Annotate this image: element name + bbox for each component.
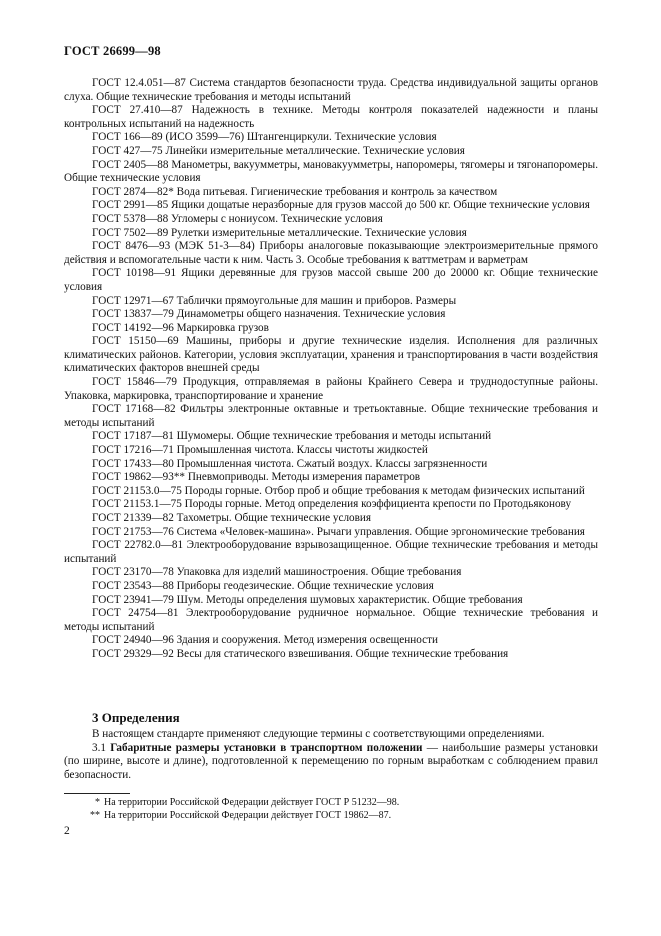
reference-item: ГОСТ 27.410—87 Надежность в технике. Методы контроля показателей надежности и планы контрольных испытаний на надежность bbox=[64, 104, 598, 130]
section-title: 3 Определения bbox=[92, 710, 180, 725]
reference-item: ГОСТ 14192—96 Маркировка грузов bbox=[92, 321, 269, 334]
reference-item: ГОСТ 17187—81 Шумомеры. Общие технические требования и методы испытаний bbox=[92, 430, 492, 443]
reference-item: ГОСТ 21753—76 Система «Человек-машина». Рычаги управления. Общие эргономические требования bbox=[92, 525, 585, 538]
footnote-text: На территории Российской Федерации действует ГОСТ Р 51232—98. bbox=[104, 797, 400, 808]
reference-item: ГОСТ 2991—85 Ящики дощатые неразборные для грузов массой до 500 кг. Общие технические условия bbox=[92, 199, 590, 212]
reference-item: ГОСТ 2405—88 Манометры, вакуумметры, мановакуумметры, напоромеры, тягомеры и тягонапоромеры. Общие технические условия bbox=[64, 158, 598, 185]
reference-item: ГОСТ 21153.1—75 Породы горные. Метод определения коэффициента крепости по Протодьяконову bbox=[92, 498, 572, 511]
reference-item: ГОСТ 13837—79 Динамометры общего назначения. Технические условия bbox=[92, 308, 446, 321]
reference-item: ГОСТ 29329—92 Весы для статического взвешивания. Общие технические требования bbox=[92, 647, 509, 660]
footnote-text: На территории Российской Федерации действует ГОСТ 19862—87. bbox=[104, 809, 392, 821]
reference-item: ГОСТ 23170—78 Упаковка для изделий машиностроения. Общие требования bbox=[92, 566, 462, 579]
footnote-divider bbox=[64, 793, 130, 794]
reference-item: ГОСТ 15846—79 Продукция, отправляемая в районы Крайнего Севера и труднодоступные районы. Упаковка, маркировка, транспортирование и хранение bbox=[64, 376, 598, 402]
reference-item: ГОСТ 23941—79 Шум. Методы определения шумовых характеристик. Общие требования bbox=[92, 593, 523, 606]
definitions-section bbox=[64, 708, 598, 782]
reference-item: ГОСТ 8476—93 (МЭК 51-3—84) Приборы аналоговые показывающие электроизмерительные прямого действия и вспомогательные части к ним. Часть 3. Особые требования к ваттметрам и варметрам bbox=[64, 240, 598, 266]
reference-item: ГОСТ 5378—88 Угломеры с нониусом. Технические условия bbox=[92, 212, 383, 225]
reference-item: ГОСТ 427—75 Линейки измерительные металлические. Технические условия bbox=[92, 144, 465, 157]
page-number: 2 bbox=[64, 825, 70, 837]
reference-item: ГОСТ 21153.0—75 Породы горные. Отбор проб и общие требования к методам физических испытаний bbox=[92, 484, 585, 497]
reference-item: ГОСТ 19862—93** Пневмоприводы. Методы измерения параметров bbox=[92, 471, 421, 484]
reference-item: ГОСТ 12.4.051—87 Система стандартов безопасности труда. Средства индивидуальной защиты органов слуха. Общие технические требования и методы испытаний bbox=[64, 77, 598, 103]
reference-item: ГОСТ 10198—91 Ящики деревянные для грузов массой свыше 200 до 20000 кг. Общие технические условия bbox=[64, 267, 598, 293]
reference-item: ГОСТ 2874—82* Вода питьевая. Гигиенические требования и контроль за качеством bbox=[92, 185, 498, 198]
section-intro: В настоящем стандарте применяют следующие термины с соответствующими определениями. bbox=[92, 728, 545, 740]
reference-item: ГОСТ 23543—88 Приборы геодезические. Общие технические условия bbox=[92, 579, 434, 592]
definition-number: 3.1 bbox=[92, 741, 106, 754]
reference-item: ГОСТ 17433—80 Промышленная чистота. Сжатый воздух. Классы загрязненности bbox=[92, 457, 488, 470]
reference-item: ГОСТ 22782.0—81 Электрооборудование взрывозащищенное. Общие технические требования и методы испытаний bbox=[64, 539, 598, 565]
reference-item: ГОСТ 15150—69 Машины, приборы и другие технические изделия. Исполнения для различных климатических районов. Категории, условия эксплуатации, хранения и транспортирования в части воздействия климатических факторов внешней среды bbox=[64, 335, 598, 375]
reference-item: ГОСТ 12971—67 Таблички прямоугольные для машин и приборов. Размеры bbox=[92, 294, 457, 307]
reference-item: ГОСТ 24754—81 Электрооборудование рудничное нормальное. Общие технические требования и методы испытаний bbox=[64, 607, 598, 633]
reference-item: ГОСТ 24940—96 Здания и сооружения. Метод измерения освещенности bbox=[92, 634, 438, 647]
reference-item: ГОСТ 17168—82 Фильтры электронные октавные и третьоктавные. Общие технические требования и методы испытаний bbox=[64, 403, 598, 429]
reference-item: ГОСТ 166—89 (ИСО 3599—76) Штангенциркули. Технические условия bbox=[92, 131, 437, 144]
definition-paragraph bbox=[64, 742, 598, 783]
footnote bbox=[64, 810, 598, 823]
definition-text: — наибольшие размеры установки (по ширине, высоте и длине), подготовленной к перемещению по горным выработкам с соблюдением правил безопасности. bbox=[64, 741, 598, 781]
footnote-mark: ** bbox=[90, 809, 100, 821]
definition-term: Габаритные размеры установки в транспортном положении bbox=[110, 741, 423, 754]
footnote bbox=[64, 797, 598, 810]
document-header: ГОСТ 26699—98 bbox=[64, 44, 161, 58]
footnotes bbox=[64, 797, 598, 822]
reference-item: ГОСТ 21339—82 Тахометры. Общие технические условия bbox=[92, 512, 372, 524]
reference-item: ГОСТ 17216—71 Промышленная чистота. Классы чистоты жидкостей bbox=[92, 444, 428, 457]
footnote-mark: * bbox=[95, 797, 100, 808]
reference-item: ГОСТ 7502—89 Рулетки измерительные металлические. Технические условия bbox=[92, 226, 467, 239]
reference-list bbox=[64, 77, 598, 662]
